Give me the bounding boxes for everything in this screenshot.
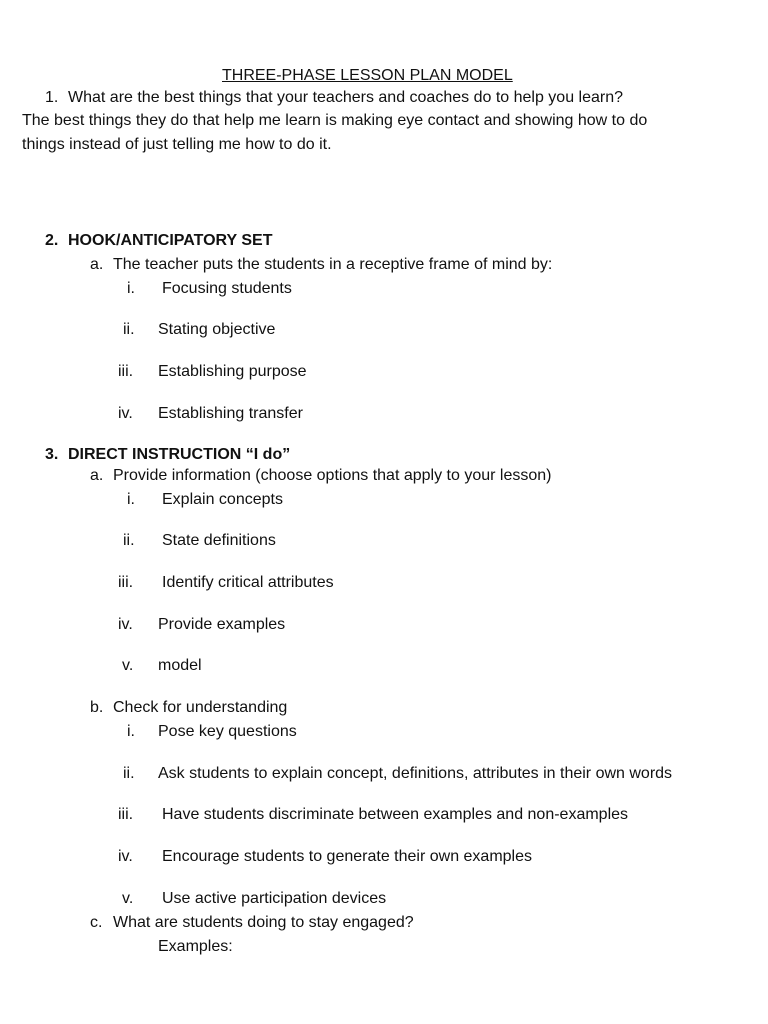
- page-title: THREE-PHASE LESSON PLAN MODEL: [222, 67, 513, 84]
- s2-number: 2.: [45, 232, 59, 249]
- list-item-number: i.: [127, 491, 135, 508]
- list-item-number: ii.: [123, 765, 135, 782]
- list-item-number: iv.: [118, 616, 133, 633]
- list-item-number: iii.: [118, 574, 134, 591]
- list-item: Establishing transfer: [158, 405, 303, 422]
- list-item: Ask students to explain concept, definitions, attributes in their own words: [158, 765, 673, 782]
- s3-c-examples-label: Examples:: [158, 938, 233, 955]
- list-item-number: i.: [127, 280, 135, 297]
- s3-heading: DIRECT INSTRUCTION “I do”: [68, 446, 291, 463]
- list-item: Explain concepts: [162, 491, 283, 508]
- list-item: Focusing students: [162, 280, 292, 297]
- s3-c-text: What are students doing to stay engaged?: [113, 914, 414, 931]
- list-item-number: v.: [122, 890, 134, 907]
- s2-a-text: The teacher puts the students in a receptive frame of mind by:: [113, 256, 553, 273]
- q1-answer-line-1: The best things they do that help me learn is making eye contact and showing how to do: [22, 112, 648, 129]
- list-item: Pose key questions: [158, 723, 297, 740]
- list-item-number: i.: [127, 723, 135, 740]
- list-item-number: ii.: [123, 532, 135, 549]
- s3-a-text: Provide information (choose options that apply to your lesson): [113, 467, 552, 484]
- s3-c-label: c.: [90, 914, 103, 931]
- list-item: Establishing purpose: [158, 363, 307, 380]
- list-item-number: iii.: [118, 363, 134, 380]
- q1-answer-line-2: things instead of just telling me how to do it.: [22, 136, 332, 153]
- list-item-number: ii.: [123, 321, 135, 338]
- list-item: State definitions: [162, 532, 276, 549]
- list-item: Have students discriminate between examples and non-examples: [162, 806, 629, 823]
- list-item: Identify critical attributes: [162, 574, 334, 591]
- s2-heading: HOOK/ANTICIPATORY SET: [68, 232, 273, 249]
- list-item-number: iv.: [118, 405, 133, 422]
- s3-number: 3.: [45, 446, 59, 463]
- s3-a-label: a.: [90, 467, 104, 484]
- list-item: Provide examples: [158, 616, 286, 633]
- s3-b-text: Check for understanding: [113, 699, 288, 716]
- list-item-number: iv.: [118, 848, 133, 865]
- q1-question: What are the best things that your teachers and coaches do to help you learn?: [68, 89, 624, 106]
- list-item-number: v.: [122, 657, 134, 674]
- list-item: Encourage students to generate their own examples: [162, 848, 533, 865]
- s2-a-label: a.: [90, 256, 104, 273]
- list-item: Stating objective: [158, 321, 276, 338]
- s3-b-label: b.: [90, 699, 104, 716]
- q1-number: 1.: [45, 89, 59, 106]
- list-item: Use active participation devices: [162, 890, 387, 907]
- list-item-number: iii.: [118, 806, 134, 823]
- list-item: model: [158, 657, 202, 674]
